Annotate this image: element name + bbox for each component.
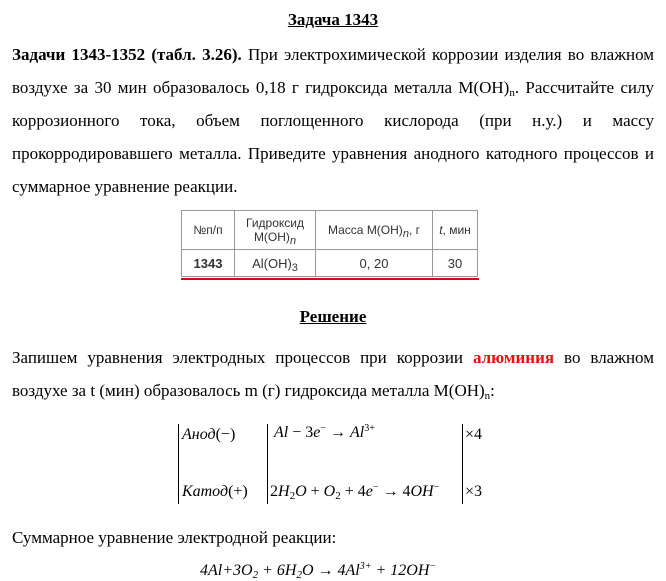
header-mass: Масса $M(OH)_n$, г [316, 211, 433, 250]
header-time: t, мин [433, 211, 478, 250]
data-table [181, 210, 478, 277]
metal-name: алюминия [472, 348, 555, 367]
cathode-multiplier: ×3 [465, 483, 483, 500]
header-num: №п/п [182, 211, 235, 250]
right-bracket [462, 424, 463, 504]
problem-text-1: При электрохимической коррозии изделия во влажном воздухе за 30 мин образовалось 0,18 г гидроксида металла M(OH) [12, 45, 655, 97]
cell-hydroxide: $Al(OH)_3$ [235, 250, 316, 277]
cathode-equation: $2H_2O + O_2 + 4e^- \to 4OH^-$ [270, 482, 440, 502]
summary-label: Суммарное уравнение электродной реакции: [12, 528, 337, 547]
cell-time: 30 [433, 250, 478, 277]
left-bracket [178, 424, 179, 504]
problem-text-2: . Рассчитайте силу коррозионного тока, объем поглощенного кислорода (при н.у.) и массу прокорродировавшего металла. Приведите уравнения анодного катодного процессов и суммарное уравнение реакции. [12, 78, 655, 196]
header-hydroxide: Гидроксид $M(OH)_n$ [235, 211, 316, 250]
solution-text: Запишем уравнения электродных процессов при коррозии алюминия во влажном воздухе за t (мин) образовалось m (г) гидроксида металла $M(OH)_n$: [12, 348, 654, 402]
cathode-label: Катод(+) [182, 483, 248, 500]
cell-num: 1343 [182, 250, 235, 277]
problem-statement: Задачи 1343-1352 (табл. 3.26). При электрохимической коррозии изделия во влажном воздухе за 30 мин образовалось 0,18 г гидроксида металла $M(OH)_n$. Рассчитайте силу коррозионного тока, объем поглощенного кислорода (при н.у.) и массу прокорродировавшего металла. Приведите уравнения анодного катодного процессов и суммарное уравнение реакции. [12, 45, 655, 196]
cell-mass: 0, 20 [316, 250, 433, 277]
middle-bracket [267, 424, 268, 504]
page-title: Задача 1343 [287, 10, 379, 29]
table-row [182, 250, 478, 277]
anode-equation: $Al - 3e^- \to Al^{3+}$ [274, 423, 375, 441]
solution-heading: Решение [299, 307, 367, 326]
anode-multiplier: ×4 [465, 426, 483, 443]
anode-label: Анод(−) [182, 426, 236, 443]
table-header-row [182, 211, 478, 250]
table-underline [181, 278, 479, 280]
problem-label: Задачи 1343-1352 (табл. 3.26). [12, 45, 242, 64]
summary-equation: $4Al+3O_2 + 6H_2O \to 4Al^{3+} + 12OH^-$ [200, 561, 437, 581]
